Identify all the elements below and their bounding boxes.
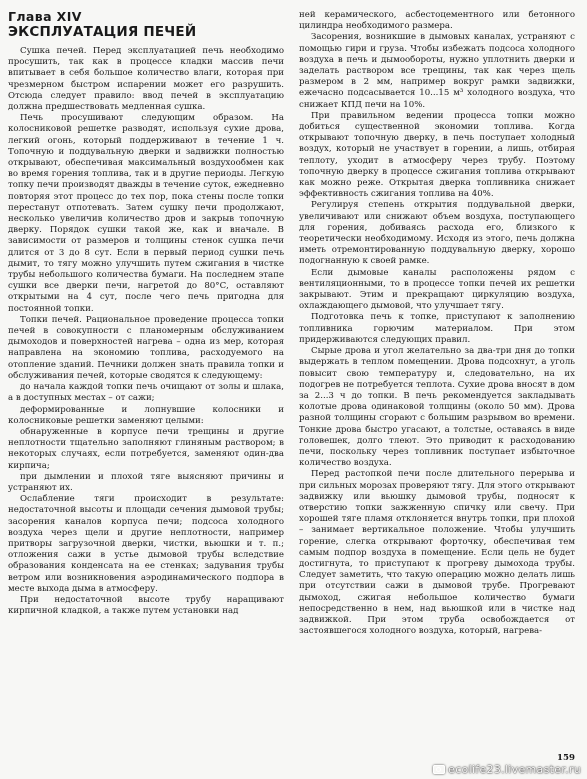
paragraph: Печь просушивают следующим образом. На колосниковой решетке разводят, используя сухие дрова, легкий огонь, который поддерживают в течение 1 ч. Топочную и поддувальную дверки и задвижки полностью открывают, обеспечивая максимальный воздухообмен как во время горения топлива, так и в другие периоды. Легкую топку печи производят дважды в течение суток, ежедневно повторяя этот процесс до тех пор, пока стены после топки перестанут отпотевать. Затем сушку печи продолжают, несколько увеличив количество дров и закрыв топочную дверку. Порядок сушки такой же, как и вначале. В зависимости от размеров и толщины стенок сушка печи длится от 3 до 8 сут. Если в первый период сушки печь дымит, то тягу можно улучшить путем сжигания в чистке трубы небольшого количества бумаги. На последнем этапе сушки все дверки печи, нагретой до 80°С, оставляют открытыми на 4 сут, после чего печь пригодна для постоянной топки.	[8, 113, 284, 314]
paragraph: При правильном ведении процесса топки можно добиться существенной экономии топлива. Когда открывают топочную дверку, в печь поступает холодный воздух, который не участвует в горении, а лишь, отбирая теплоту, уходит в атмосферу через трубу. Поэтому топочную дверку в процессе сжигания топлива открывают как можно реже. Открытая дверка топливника снижает эффективность сжигания топлива на 40%.	[299, 110, 575, 200]
paragraph: Засорения, возникшие в дымовых каналах, устраняют с помощью гири и груза. Чтобы избежать подсоса холодного воздуха в печь и дымообороты, нужно уплотнить дверки и заделать раствором все трещины, так как через щель размером в 2 мм, например вокруг рамки задвижки, ежечасно подсасывается 10...15 м³ холодного воздуха, что снижает КПД печи на 10%.	[299, 32, 575, 110]
watermark-text: ecolife23.livemaster.ru	[448, 763, 581, 776]
paragraph: Регулируя степень открытия поддувальной дверки, увеличивают или снижают объем воздуха, поступающего для горения, добиваясь расхода его, близкого к теоретически необходимому. Исходя из этого, печь должна иметь отремонтированную поддувальную дверку, хорошо подогнанную к своей рамке.	[299, 200, 575, 267]
paragraph: Перед растопкой печи после длительного перерыва и при сильных морозах проверяют тягу. Для этого открывают задвижку или вьюшку дымовой трубы, подносят к отверстию топки зажженную спичку или свечу. При хорошей тяге пламя отклоняется внутрь топки, при плохой – занимает вертикальное положение. Чтобы улучшить горение, слегка открывают форточку, обеспечивая тем самым подпор воздуха в помещение. Если цель не будет достигнута, то приступают к прогреву дымохода трубы. Следует заметить, что такую операцию можно делать лишь при отсутствии сажи в дымовой трубе. Прогревают дымоход, сжигая небольшое количество бумаги непосредственно в нем, над вьюшкой или в чистке над задвижкой. При этом труба освобождается от застоявшегося холодного воздуха, который, нагрева-	[299, 469, 575, 637]
paragraph: Топки печей. Рациональное проведение процесса топки печей в совокупности с планомерным обслуживанием дымоходов и поверхностей нагрева – одна из мер, которая направлена на экономию топлива, расходуемого на отопление зданий. Печники должен знать правила топки и обслуживания печей, которые сводятся к следующему:	[8, 314, 284, 381]
camera-icon	[433, 765, 445, 774]
chapter-number: Глава XIV	[8, 9, 82, 24]
page-number: 159	[557, 753, 575, 763]
paragraph: Сушка печей. Перед эксплуатацией печь необходимо просушить, так как в процессе кладки массив печи впитывает в себя большое количество влаги, которая при чрезмерном быстром испарении может его разрушить. Отсюда следует правило: ввод печей в эксплуатацию должна предшествовать медленная сушка.	[8, 46, 284, 113]
paragraph: Ослабление тяги происходит в результате: недостаточной высоты и площади сечения дымовой трубы; засорения каналов корпуса печи; подсоса холодного воздуха через щели и другие неплотности, например притворы загрузочной дверки, чистки, вьюшки и т. п.; отложения сажи в устье дымовой трубы вследствие образования конденсата на ее стенках; задувания трубы ветром или возникновения аэродинамического подпора в месте выхода дыма в атмосферу.	[8, 494, 284, 594]
right-column	[299, 10, 575, 637]
watermark	[433, 763, 581, 776]
paragraph: Если дымовые каналы расположены рядом с вентиляционными, то в процессе топки печей их решетки закрывают. Этим и прекращают циркуляцию воздуха, охлаждающего дымовой, что улучшает тягу.	[299, 267, 575, 312]
paragraph: Сырые дрова и угол желательно за два-три дня до топки выдержать в теплом помещении. Дрова подсохнут, а уголь повысит свою температуру и, следовательно, на их подогрев не потребуется теплота. Сухие дрова вносят в дом за 2...3 ч до топки. В печь рекомендуется закладывать колотые дрова одинаковой толщины (около 50 мм). Дрова разной толщины сгорают с большим разрывом во времени. Тонкие дрова быстро угасают, а толстые, оставаясь в виде головешек, долго тлеют. Это приводит к расходованию печи, поскольку через топливник поступает избыточное количество воздуха.	[299, 346, 575, 469]
chapter-title: ЭКСПЛУАТАЦИЯ ПЕЧЕЙ	[8, 24, 197, 40]
paragraph: обнаруженные в корпусе печи трещины и другие неплотности тщательно заполняют глиняным раствором; в некоторых случаях, если потребуется, заменяют один-два кирпича;	[8, 426, 284, 471]
paragraph: до начала каждой топки печь очищают от золы и шлака, а в доступных местах – от сажи;	[8, 382, 284, 404]
paragraph: При недостаточной высоте трубу наращивают кирпичной кладкой, а также путем установки над	[8, 594, 284, 617]
paragraph: ней керамического, асбестоцементного или бетонного цилиндра необходимого размера.	[299, 10, 575, 32]
paragraph: при дымлении и плохой тяге выясняют причины и устраняют их.	[8, 471, 284, 493]
paragraph: деформированные и лопнувшие колосники и колосниковые решетки заменяют целыми:	[8, 404, 284, 426]
paragraph: Подготовка печь к топке, приступают к заполнению топливника горючим материалом. При этом придерживаются следующих правил.	[299, 312, 575, 345]
left-column	[8, 10, 284, 617]
